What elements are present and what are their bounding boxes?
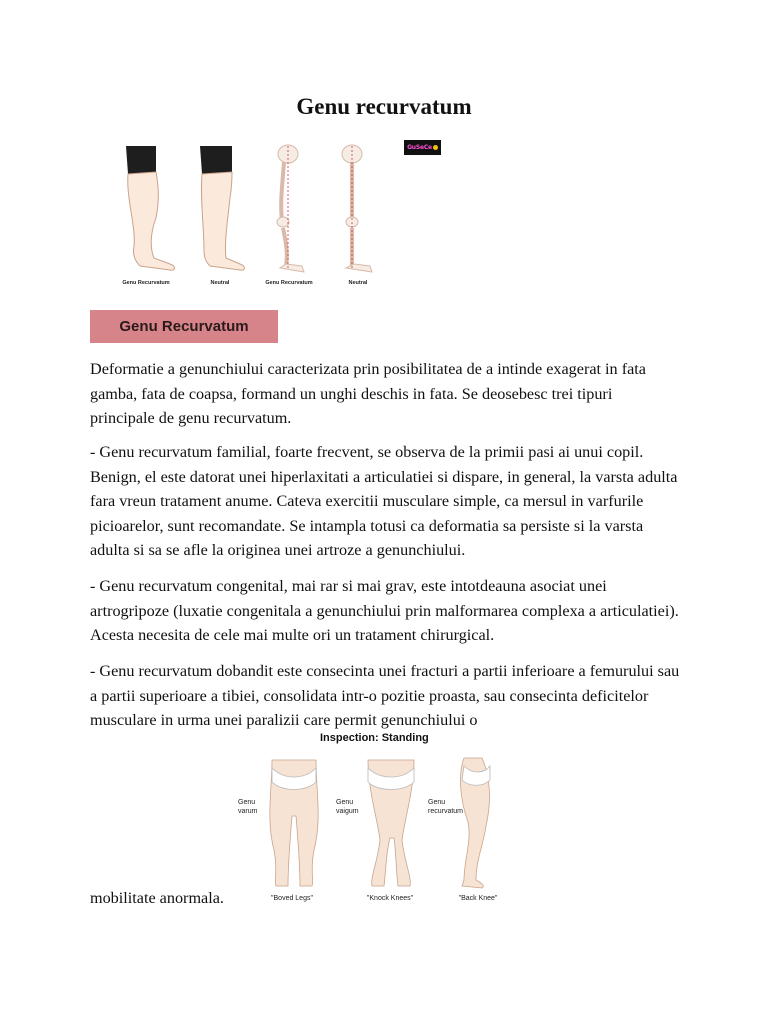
fig2-caption-3: "Back Knee" [458, 895, 498, 902]
inspection-standing-figure [228, 730, 518, 908]
fig2-caption-1: "Boved Legs" [271, 895, 313, 902]
paragraph-intro: Deformatie a genunchiului caracterizata prin posibilitatea de a intinde exagerat in fata gamba, fata de coapsa, formand un unghi deschis in fata. Se deosebesc trei tipuri principale de genu recurvatum. [90, 360, 646, 427]
fig1-label-1: Genu Recurvatum [122, 280, 170, 286]
paragraph-congenital: - Genu recurvatum congenital, mai rar si mai grav, este intotdeauna asociat unei artrogripoze (luxatie congenitala a genunchiului prin malformarea complexa a articulatiei). Acesta necesita de cele mai multe ori un tratament chirurgical. [90, 577, 679, 644]
site-logo [404, 140, 441, 155]
fig2-label-valgum-1: Genu [336, 799, 354, 806]
logo-text: GuSeCe [407, 143, 432, 151]
paragraph-tail: mobilitate anormala. [90, 889, 224, 907]
fig2-label-recurvatum-2: recurvatum [428, 808, 464, 815]
fig2-label-recurvatum-1: Genu [428, 799, 446, 806]
genu-recurvatum-legs-figure [90, 138, 380, 298]
fig1-label-3: Genu Recurvatum [265, 280, 313, 286]
fig2-title: Inspection: Standing [320, 732, 429, 744]
paragraph-acquired: - Genu recurvatum dobandit este consecinta unei fracturi a partii inferioare a femurului sau a partii superioare a tibiei, consolidata intr-o pozitie proasta, sau consecinta deficitelor musculare in urma unei paralizii care permit genunchiului o [90, 662, 680, 729]
fig2-label-valgum-2: vaigum [336, 808, 359, 815]
fig2-label-varum-2: varum [238, 808, 258, 815]
logo-dot-icon [433, 145, 438, 150]
fig1-label-4: Neutral [348, 280, 368, 286]
fig2-label-varum-1: Genu [238, 799, 256, 806]
paragraph-familial: - Genu recurvatum familial, foarte frecvent, se observa de la primii pasi ai unui copil. Benign, el este datorat unei hiperlaxitati a articulatiei si dispare, in general, la varsta adulta fara vreun tratament anume. Cateva exercitii musculare simple, ca mersul in varfurile picioarelor, sunt recomandate. Se intampla totusi ca deformatia sa persiste si la varsta adulta si sa se afle la originea unei artroze a genunchiului. [90, 443, 678, 559]
section-badge: Genu Recurvatum [90, 310, 278, 343]
page-title: Genu recurvatum [296, 94, 472, 119]
fig2-caption-2: "Knock Knees" [366, 895, 414, 902]
fig1-label-2: Neutral [210, 280, 230, 286]
